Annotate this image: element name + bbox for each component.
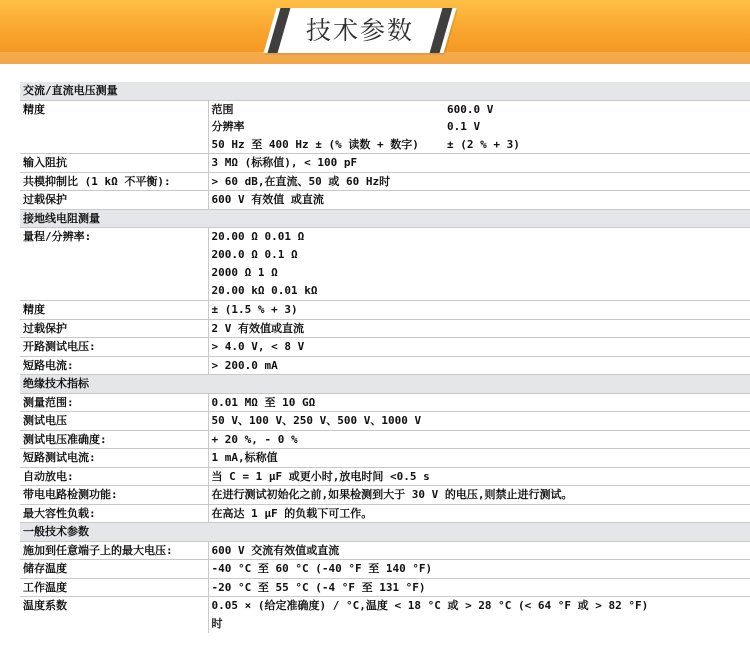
spec-row: [20, 430, 750, 449]
spec-label: 精度: [20, 301, 208, 320]
spec-row: [20, 228, 750, 301]
spec-label: 短路电流:: [20, 356, 208, 375]
spec-row: [20, 393, 750, 412]
spec-label: 施加到任意端子上的最大电压:: [20, 541, 208, 560]
spec-label: 开路测试电压:: [20, 338, 208, 357]
spec-value: ± (2 % + 3): [444, 136, 750, 154]
spec-label: 自动放电:: [20, 467, 208, 486]
spec-value-line: 时: [211, 617, 223, 630]
spec-value-line: 0.05 × (给定准确度) / °C,温度 < 18 °C 或 > 28 °C (< 64 °F 或 > 82 °F): [211, 599, 649, 612]
spec-row: [20, 504, 750, 523]
spec-subvalue: 50 Hz 至 400 Hz ± (% 读数 + 数字): [208, 136, 444, 154]
page-title: 技术参数: [305, 16, 414, 45]
spec-row: [20, 100, 750, 118]
spec-row: [20, 449, 750, 468]
spec-label: 量程/分辨率:: [20, 228, 208, 301]
spec-subvalue: 分辨率: [208, 118, 444, 136]
spec-value: 600.0 V: [447, 102, 494, 116]
section-title: 一般技术参数: [20, 523, 750, 542]
spec-value: -40 °C 至 60 °C (-40 °F 至 140 °F): [208, 560, 750, 579]
spec-row: [20, 154, 750, 173]
spec-row: [20, 319, 750, 338]
spec-row: [20, 412, 750, 431]
spec-value: 在进行测试初始化之前,如果检测到大于 30 V 的电压,则禁止进行测试。: [208, 486, 750, 505]
spec-label: 测量范围:: [20, 393, 208, 412]
spec-value-list: [208, 228, 750, 301]
spec-label: 测试电压: [20, 412, 208, 431]
spec-label: [20, 136, 208, 154]
range-item: 20.00 Ω 0.01 Ω: [211, 230, 305, 243]
spec-value: + 20 %, - 0 %: [208, 430, 750, 449]
spec-value: 600 V 交流有效值或直流: [208, 541, 750, 560]
spec-subvalue: 范围: [208, 100, 444, 118]
range-item: 2000 Ω 1 Ω: [211, 266, 278, 279]
spec-row: [20, 172, 750, 191]
spec-value: 在高达 1 μF 的负载下可工作。: [208, 504, 750, 523]
spec-value: > 200.0 mA: [208, 356, 750, 375]
spec-label: 过载保护: [20, 191, 208, 210]
spec-row: [20, 136, 750, 154]
section-title: 交流/直流电压测量: [20, 82, 750, 100]
section-title: 绝缘技术指标: [20, 375, 750, 394]
spec-label: 最大容性负载:: [20, 504, 208, 523]
section-title: 接地线电阻测量: [20, 209, 750, 228]
spec-value: 600 V 有效值 或直流: [208, 191, 750, 210]
spec-row: [20, 191, 750, 210]
spec-row: [20, 338, 750, 357]
spec-row: [20, 541, 750, 560]
range-item: 200.0 Ω 0.1 Ω: [211, 248, 298, 261]
spec-value: 0.01 MΩ 至 10 GΩ: [208, 393, 750, 412]
spec-row: [20, 560, 750, 579]
spec-label: 带电电路检测功能:: [20, 486, 208, 505]
spec-label: 工作温度: [20, 578, 208, 597]
section-header-general: [20, 523, 750, 542]
section-header-ac-dc-voltage: [20, 82, 750, 100]
spec-label: 过载保护: [20, 319, 208, 338]
section-header-ground-resistance: [20, 209, 750, 228]
spec-row: [20, 118, 750, 136]
spec-row: [20, 486, 750, 505]
spec-row: [20, 597, 750, 634]
spec-label: [20, 118, 208, 136]
section-header-insulation: [20, 375, 750, 394]
spec-value: > 4.0 V, < 8 V: [208, 338, 750, 357]
spec-row: [20, 578, 750, 597]
spec-value: ± (1.5 % + 3): [208, 301, 750, 320]
spec-value: -20 °C 至 55 °C (-4 °F 至 131 °F): [208, 578, 750, 597]
spec-row: [20, 301, 750, 320]
spec-value: 当 C = 1 μF 或更小时,放电时间 <0.5 s: [208, 467, 750, 486]
spec-value: 3 MΩ (标称值), < 100 pF: [208, 154, 750, 173]
spec-label: 输入阻抗: [20, 154, 208, 173]
range-item: 20.00 kΩ 0.01 kΩ: [211, 284, 318, 297]
spec-label: 储存温度: [20, 560, 208, 579]
spec-label: 测试电压准确度:: [20, 430, 208, 449]
spec-value: [208, 597, 750, 634]
spec-value: > 60 dB,在直流、50 或 60 Hz时: [208, 172, 750, 191]
spec-value: 2 V 有效值或直流: [208, 319, 750, 338]
spec-label: 精度: [23, 102, 45, 116]
spec-value: 1 mA,标称值: [208, 449, 750, 468]
spec-value: 0.1 V: [447, 120, 481, 133]
banner-highlight: [0, 52, 750, 64]
spec-row: [20, 356, 750, 375]
spec-value: 50 V、100 V、250 V、500 V、1000 V: [208, 412, 750, 431]
spec-row: [20, 467, 750, 486]
spec-table: [20, 82, 750, 633]
spec-label: 短路测试电流:: [20, 449, 208, 468]
spec-label: 共模抑制比 (1 kΩ 不平衡):: [20, 172, 208, 191]
spec-label: 温度系数: [23, 599, 67, 612]
